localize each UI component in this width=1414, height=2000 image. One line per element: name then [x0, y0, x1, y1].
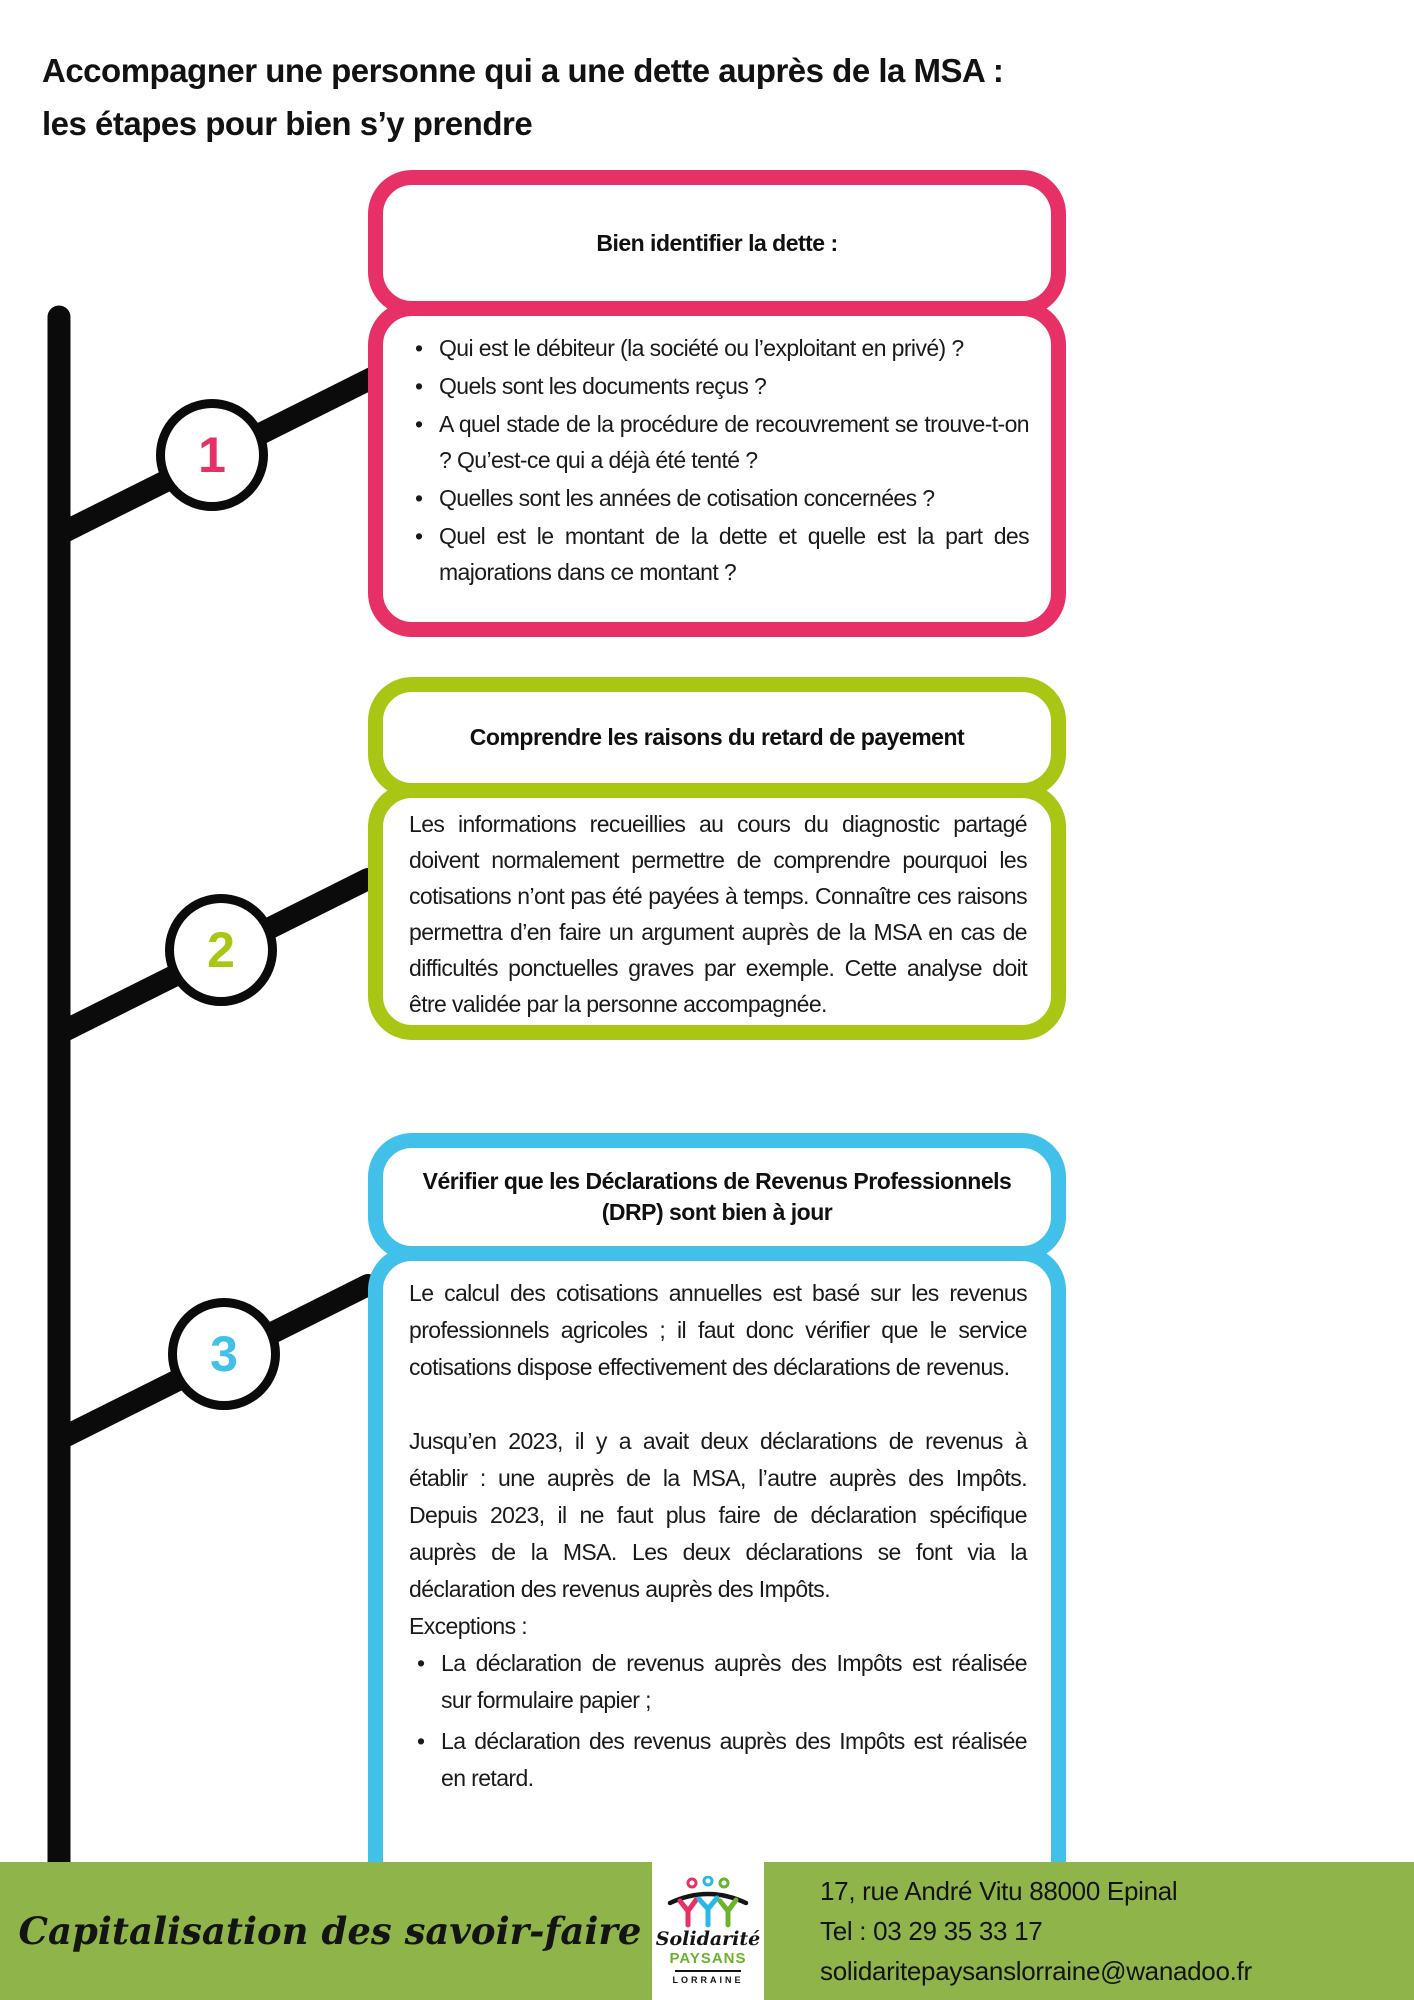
page-title-line2: les étapes pour bien s’y prendre: [42, 105, 533, 142]
step-1-body: [368, 301, 1066, 637]
step-1-header: [368, 170, 1066, 316]
step-2-paragraph: Les informations recueillies au cours du diagnostic partagé doivent normalement permettre de comprendre pourquoi les cotisations n’ont pas été payées à temps. Connaître ces raisons permettra d’en faire un argument auprès de la MSA en cas de difficultés ponctuelles graves par exemple. Cette analyse doit être validée par la personne accompagnée.: [409, 811, 1027, 1017]
step-3-number: 3: [210, 1326, 238, 1382]
page-title-line1: Accompagner une personne qui a une dette auprès de la MSA :: [42, 52, 1004, 89]
step-3-header: [368, 1133, 1066, 1261]
step-3-exceptions-label: Exceptions :: [409, 1613, 528, 1639]
step-1-bullet: • Quels sont les documents reçus ?: [407, 368, 1029, 404]
logo-divider: [675, 1970, 741, 1972]
logo-wordmark-paysans: PAYSANS: [669, 1950, 747, 1967]
step-2-marker: [165, 894, 277, 1006]
step-1-bullet: • Quel est le montant de la dette et quelle est la part des majorations dans ce montant ?: [407, 518, 1029, 590]
step-1-number: 1: [198, 427, 226, 483]
step-1-bullet-list: [407, 330, 1029, 590]
step-3-header-label: [423, 1166, 1012, 1228]
step-1-bullet: • A quel stade de la procédure de recouvrement se trouve-t-on ? Qu’est-ce qui a déjà été tenté ?: [407, 406, 1029, 478]
footer-contact: [820, 1862, 1252, 2000]
logo-wordmark-solidarite: Solidarité: [655, 1928, 761, 1950]
step-3-bullet: • La déclaration de revenus auprès des Impôts est réalisée sur formulaire papier ;: [409, 1645, 1027, 1719]
footer-band: [0, 1862, 1414, 2000]
step-1-marker: [156, 399, 268, 511]
step-3-marker: [168, 1298, 280, 1410]
contact-email: solidaritepaysanslorraine@wanadoo.fr: [820, 1956, 1252, 1986]
logo-wordmark-lorraine: LORRAINE: [672, 1975, 744, 1985]
step-3-header-line2: (DRP) sont bien à jour: [601, 1199, 833, 1225]
step-3-bullet-list: [409, 1645, 1027, 1797]
step-1-bullet: • Quelles sont les années de cotisation concernées ?: [407, 480, 1029, 516]
step-3-header-line1: Vérifier que les Déclarations de Revenus Professionnels: [422, 1168, 1012, 1194]
step-2-header: [368, 677, 1066, 798]
contact-address: 17, rue André Vitu 88000 Epinal: [820, 1876, 1178, 1906]
contact-phone: Tel : 03 29 35 33 17: [820, 1916, 1043, 1946]
step-2-number: 2: [207, 922, 235, 978]
step-3-paragraph-2: Jusqu’en 2023, il y a avait deux déclarations de revenus à établir : une auprès de la MSA, l’autre auprès des Impôts. Depuis 2023, il ne faut plus faire de déclaration spécifique auprès de la MSA. Les deux déclarations se font via la déclaration des revenus auprès des Impôts.: [409, 1428, 1027, 1602]
step-1-header-label: Bien identifier la dette :: [596, 229, 838, 256]
footer-tagline: Capitalisation des savoir-faire: [18, 1909, 642, 1953]
solidarite-paysans-logo: [652, 1862, 764, 2000]
paragraph-spacer: [409, 1386, 1027, 1423]
step-3-paragraph-1: Le calcul des cotisations annuelles est basé sur les revenus professionnels agricoles ; il faut donc vérifier que le service cotisations dispose effectivement des déclarations de revenus.: [409, 1280, 1027, 1380]
step-3-bullet: • La déclaration des revenus auprès des Impôts est réalisée en retard.: [409, 1723, 1027, 1797]
step-2-body: [368, 783, 1066, 1040]
step-2-header-label: Comprendre les raisons du retard de payement: [469, 724, 965, 750]
step-1-bullet: • Qui est le débiteur (la société ou l’exploitant en privé) ?: [407, 330, 1029, 366]
logo-figures-icon: [662, 1876, 754, 1928]
